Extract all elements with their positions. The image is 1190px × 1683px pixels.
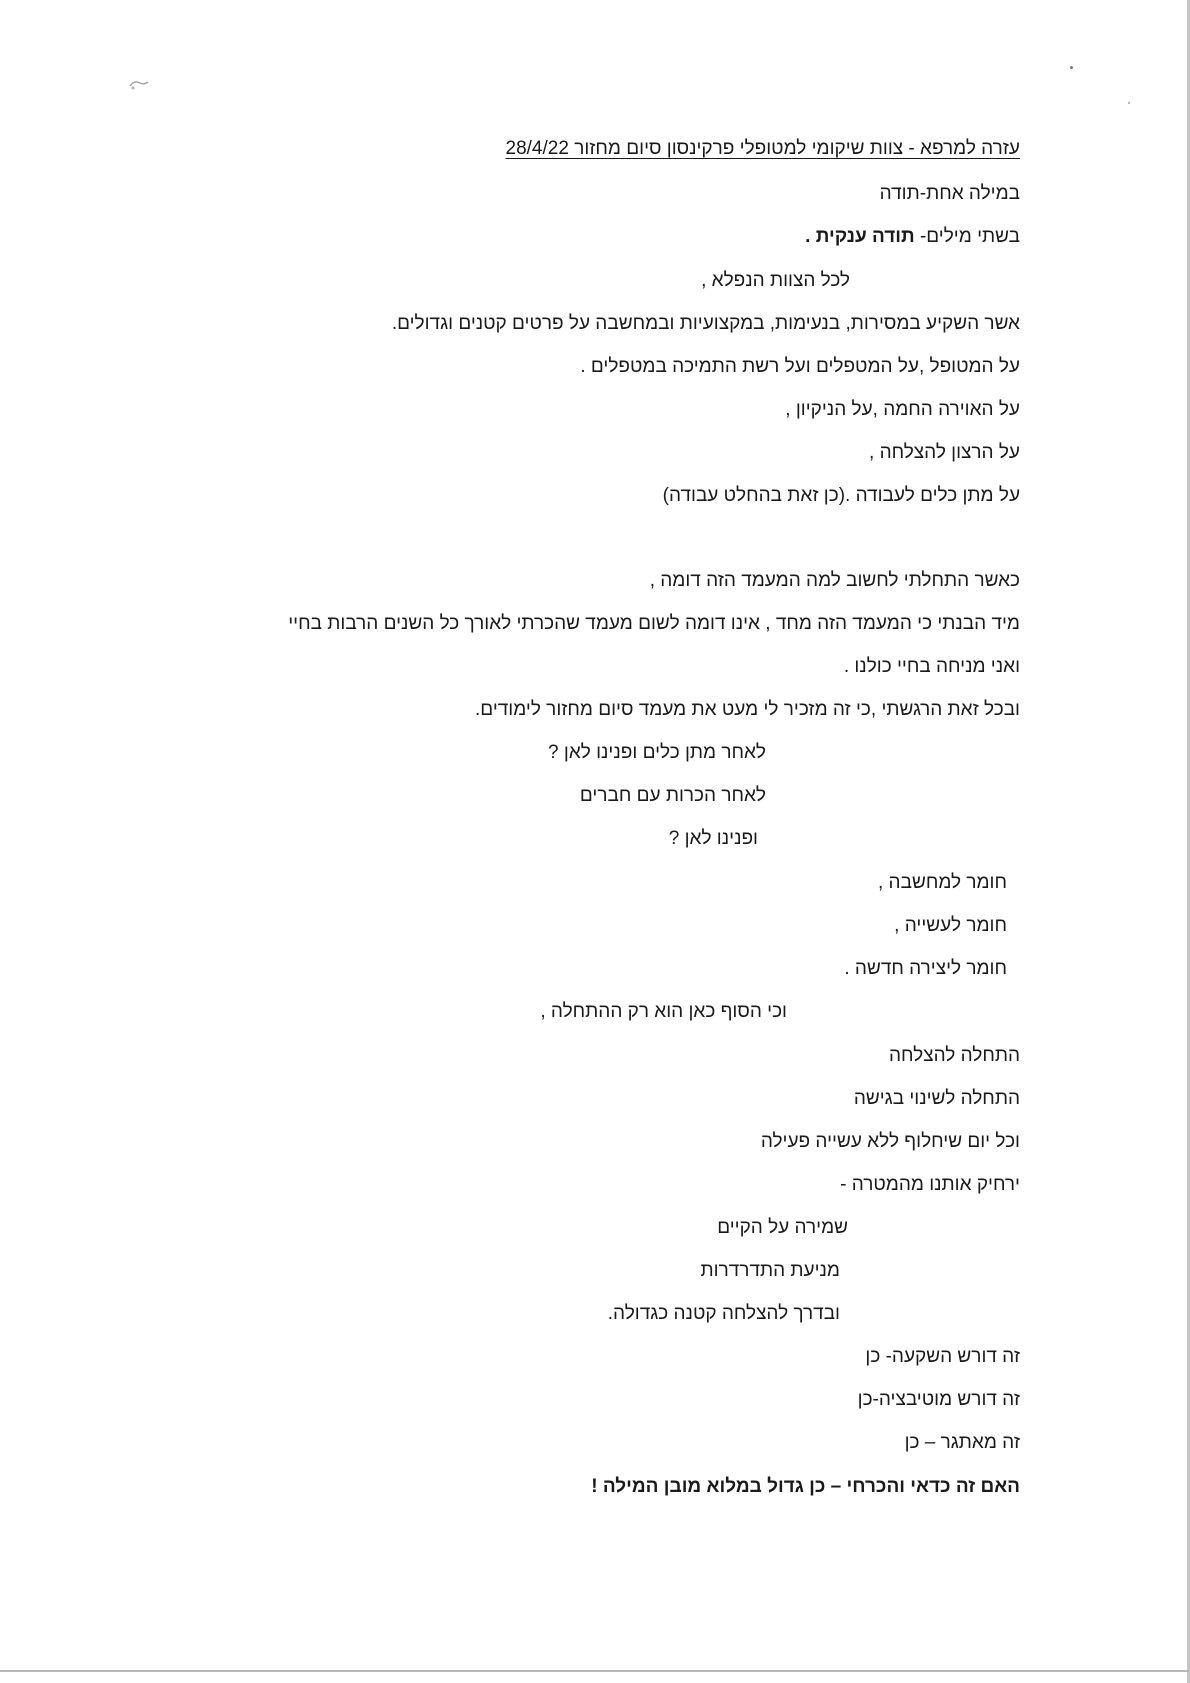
text-line: חומר לעשייה , (894, 915, 1007, 936)
scan-smudge (128, 78, 152, 92)
text-line: ובדרך להצלחה קטנה כגדולה. (607, 1303, 840, 1324)
text-line: זה דורש השקעה- כן (865, 1346, 1020, 1367)
emphasis-text: תודה ענקית . (805, 226, 915, 247)
scan-speck (1128, 102, 1130, 104)
text-line (805, 224, 1020, 250)
text-line: כאשר התחלתי לחשוב למה המעמד הזה דומה , (649, 570, 1020, 591)
text-line: מיד הבנתי כי המעמד הזה מחד , אינו דומה לשום מעמד שהכרתי לאורך כל השנים הרבות בחיי (288, 613, 1020, 634)
text-line: ואני מניחה בחיי כולנו . (843, 656, 1020, 677)
text-line: לאחר הכרות עם חברים (579, 785, 766, 806)
text-line: ירחיק אותנו מהמטרה - (840, 1174, 1020, 1195)
text-line: על הרצון להצלחה , (869, 442, 1020, 463)
text-line: זה מאתגר – כן (904, 1432, 1020, 1453)
page-bottom-edge (0, 1670, 1190, 1672)
scan-speck (1070, 66, 1073, 69)
text-line: מניעת התדרדרות (700, 1260, 840, 1281)
text-line: התחלה להצלחה (889, 1045, 1020, 1066)
text-line: ובכל זאת הרגשתי ,כי זה מזכיר לי מעט את מעמד סיום מחזור לימודים. (475, 699, 1020, 720)
text-line: על מתן כלים לעבודה .(כן זאת בהחלט עבודה) (662, 485, 1020, 506)
text-line: על המטופל ,על המטפלים ועל רשת התמיכה במטפלים . (580, 356, 1020, 377)
text-line: על האוירה החמה ,על הניקיון , (785, 399, 1020, 420)
text-line: וכל יום שיחלוף ללא עשייה פעילה (760, 1131, 1020, 1152)
text-line: חומר ליצירה חדשה . (844, 958, 1007, 979)
text-line: אשר השקיע במסירות, בנעימות, במקצועיות ובמחשבה על פרטים קטנים וגדולים. (391, 313, 1020, 334)
text-line: במילה אחת-תודה (879, 183, 1020, 204)
text-line: לאחר מתן כלים ופנינו לאן ? (548, 742, 766, 763)
text-line: התחלה לשינוי בגישה (853, 1088, 1020, 1109)
document-title: עזרה למרפא - צוות שיקומי למטופלי פרקינסון סיום מחזור 28/4/22 (505, 138, 1020, 159)
closing-line: האם זה כדאי והכרחי – כן גדול במלוא מובן המילה ! (591, 1476, 1020, 1497)
text-line: לכל הצוות הנפלא , (701, 270, 850, 291)
text-line: ופנינו לאן ? (668, 828, 758, 849)
text-span: בשתי מילים- (914, 226, 1020, 247)
text-line: וכי הסוף כאן הוא רק ההתחלה , (540, 1001, 787, 1022)
text-line: חומר למחשבה , (877, 872, 1007, 893)
text-line: שמירה על הקיים (717, 1217, 848, 1238)
text-line: זה דורש מוטיבציה-כן (857, 1389, 1020, 1410)
